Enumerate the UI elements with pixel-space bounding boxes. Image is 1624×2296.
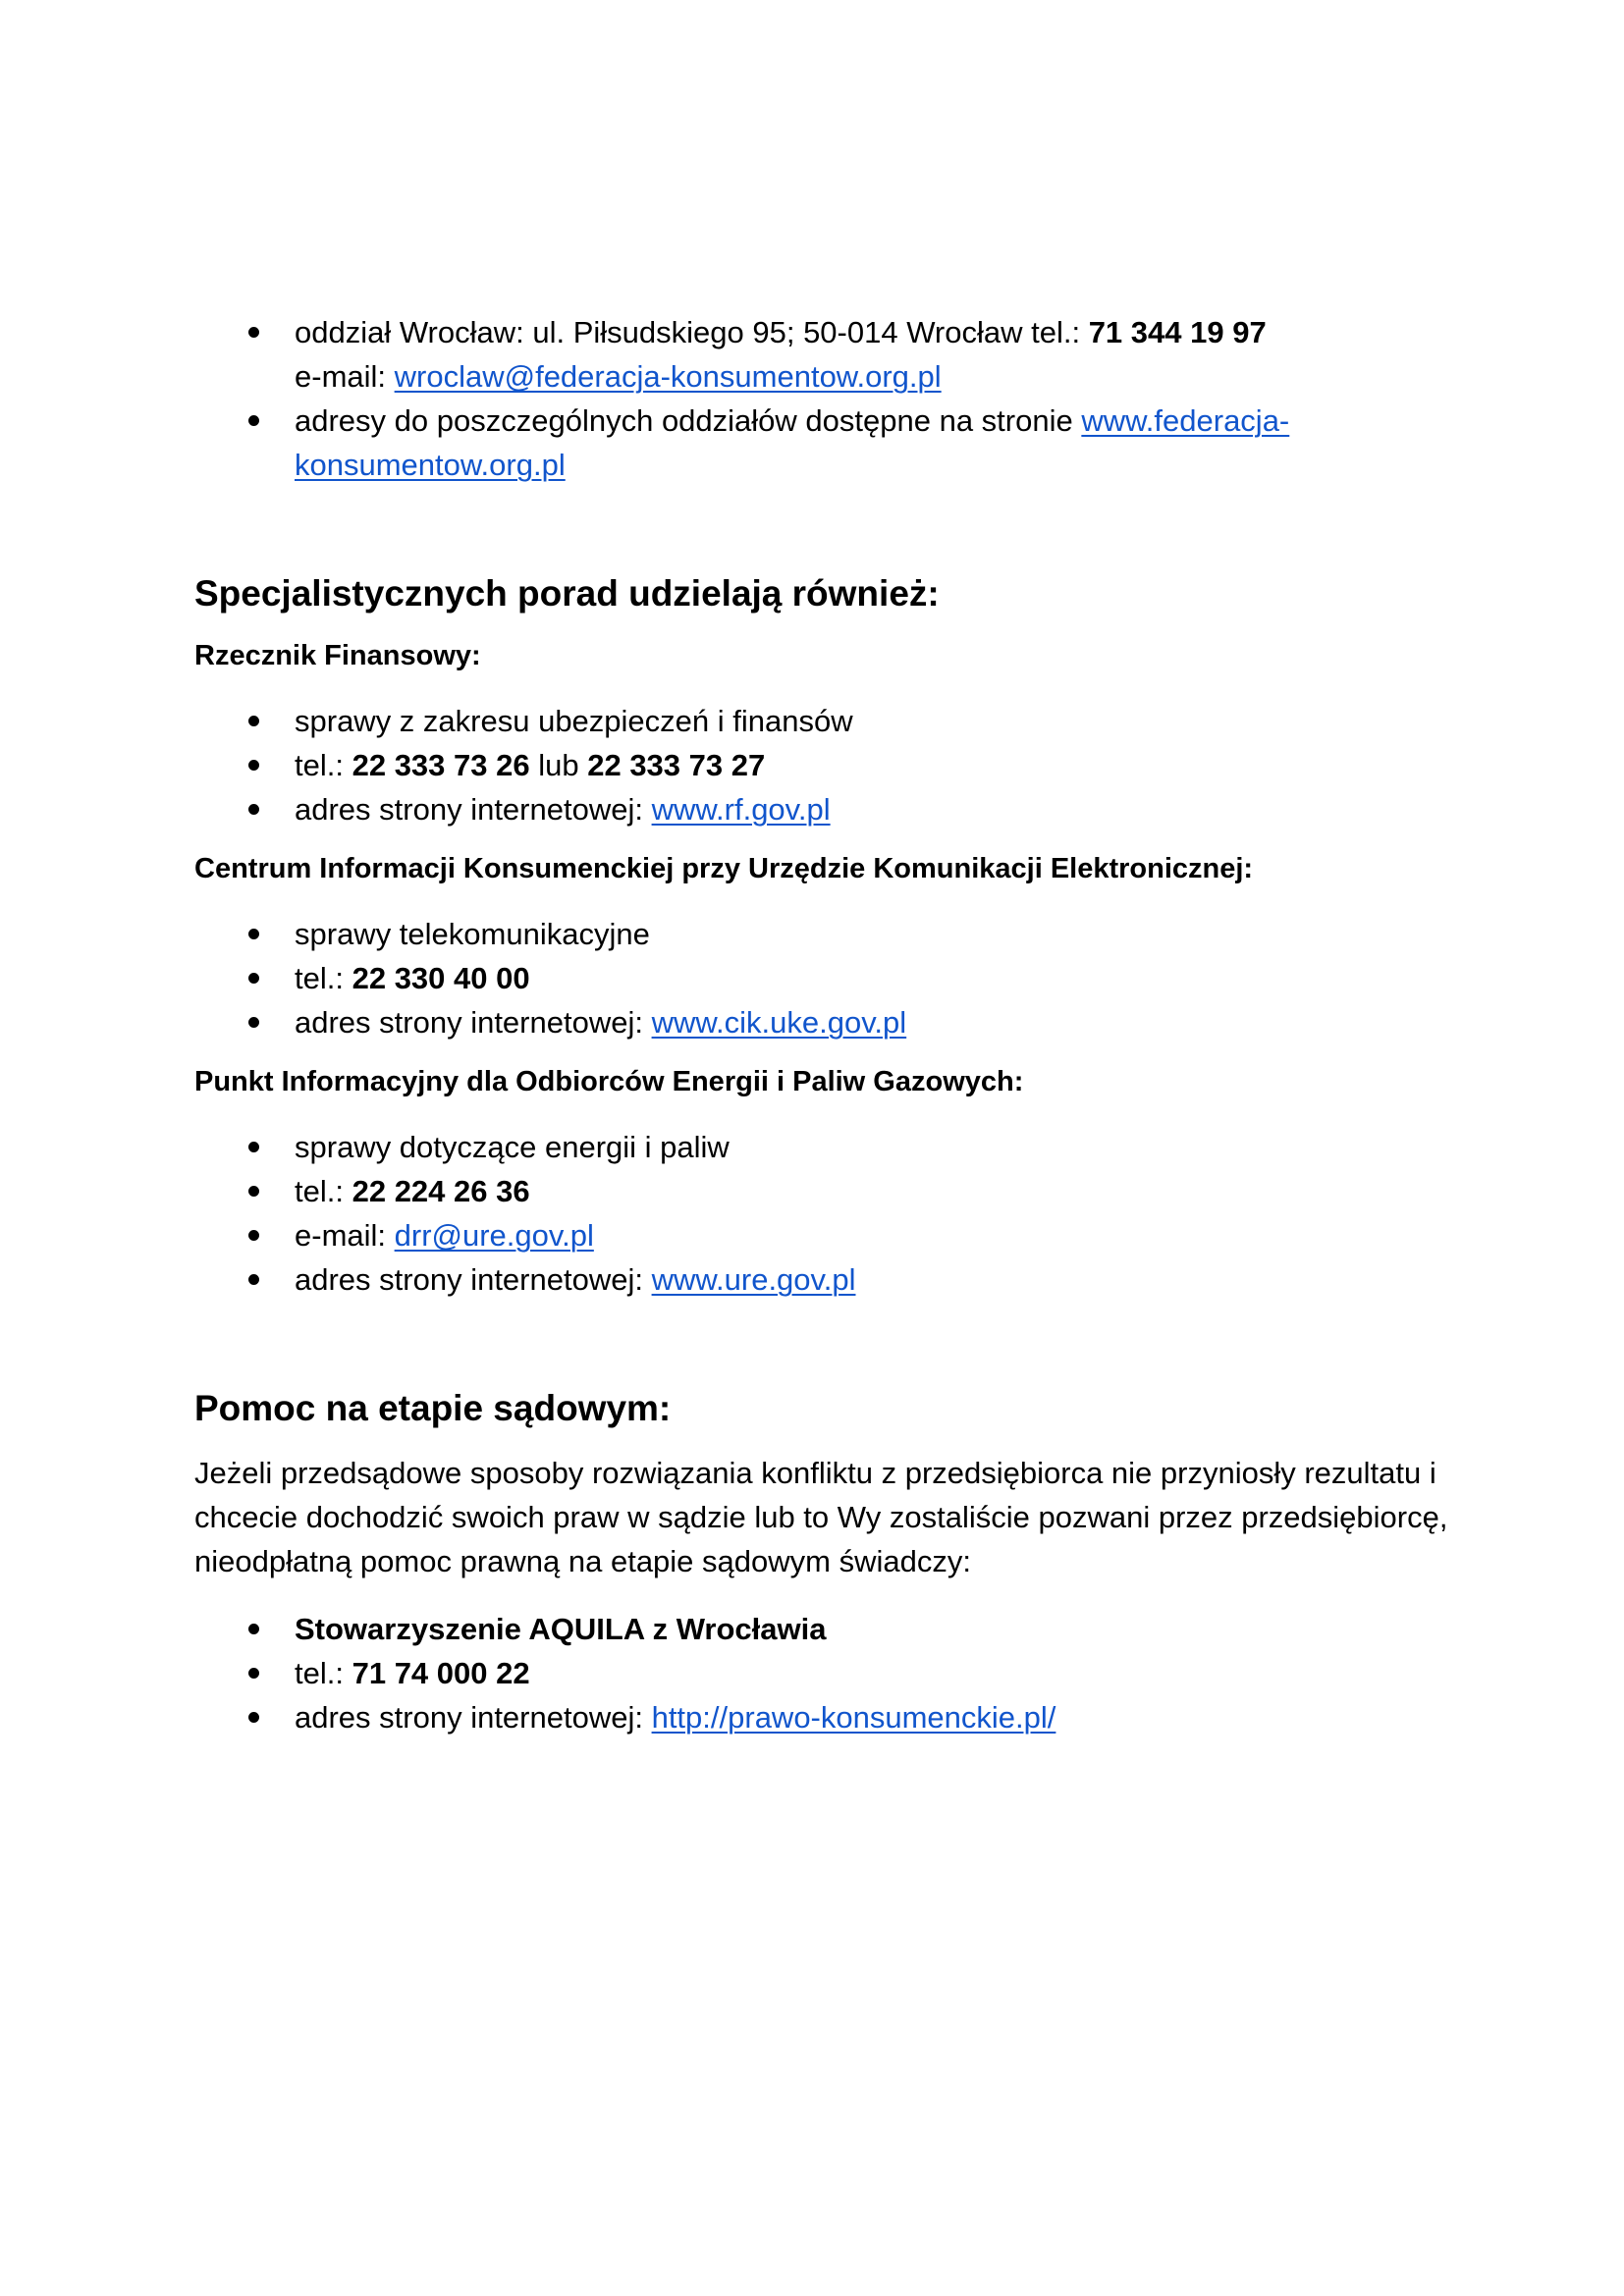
list-item: tel.: 22 333 73 26 lub 22 333 73 27 <box>194 743 1451 787</box>
bullet-icon <box>248 1230 259 1241</box>
aquila-list <box>194 1607 1451 1739</box>
list-item: sprawy telekomunikacyjne <box>194 912 1451 956</box>
bullet-icon <box>248 929 259 939</box>
bullet-icon <box>248 1624 259 1634</box>
aquila-name: Stowarzyszenie AQUILA z Wrocławia <box>295 1612 827 1646</box>
list-item: adres strony internetowej: www.ure.gov.pl <box>194 1257 1451 1302</box>
list-item-wroclaw-branch <box>194 310 1451 399</box>
list-item: sprawy dotyczące energii i paliw <box>194 1125 1451 1169</box>
court-help-paragraph: Jeżeli przedsądowe sposoby rozwiązania konfliktu z przedsiębiorca nie przyniosły rezultatu i chcecie dochodzić swoich praw w sądzie lub to Wy zostaliście pozwani przez przedsiębiorcę, nieodpłatną pomoc prawną na etapie sądowym świadczy: <box>194 1456 1448 1578</box>
federacja-link-part2[interactable]: konsumentow.org.pl <box>295 448 566 482</box>
cik-phone: 22 330 40 00 <box>352 961 530 995</box>
list-item: sprawy z zakresu ubezpieczeń i finansów <box>194 699 1451 743</box>
bullet-icon <box>248 1274 259 1285</box>
subheading-ure: Punkt Informacyjny dla Odbiorców Energii i Paliw Gazowych: <box>194 1066 1024 1097</box>
branch-phone: 71 344 19 97 <box>1088 315 1267 349</box>
bullet-icon <box>248 1668 259 1679</box>
branch-address-line: oddział Wrocław: ul. Piłsudskiego 95; 50-014 Wrocław tel.: 71 344 19 97 <box>295 315 1267 349</box>
subheading-cik: Centrum Informacji Konsumenckiej przy Urzędzie Komunikacji Elektronicznej: <box>194 853 1254 884</box>
list-item <box>194 1607 1451 1651</box>
bullet-icon <box>248 1186 259 1197</box>
branch-email-link[interactable]: wroclaw@federacja-konsumentow.org.pl <box>394 359 942 394</box>
aquila-phone: 71 74 000 22 <box>352 1656 530 1690</box>
cik-website-link[interactable]: www.cik.uke.gov.pl <box>651 1005 907 1040</box>
bullet-icon <box>248 760 259 771</box>
bullet-icon <box>248 1712 259 1723</box>
bullet-icon <box>248 1142 259 1152</box>
branch-list <box>194 310 1451 487</box>
section-heading-specialist: Specjalistycznych porad udzielają również: <box>194 573 940 614</box>
ure-phone: 22 224 26 36 <box>352 1174 530 1208</box>
list-item: adres strony internetowej: www.rf.gov.pl <box>194 787 1451 831</box>
cik-list <box>194 912 1451 1044</box>
ure-email-link[interactable]: drr@ure.gov.pl <box>394 1218 594 1253</box>
list-item: tel.: 22 224 26 36 <box>194 1169 1451 1213</box>
ure-website-link[interactable]: www.ure.gov.pl <box>651 1262 856 1297</box>
list-item: tel.: 22 330 40 00 <box>194 956 1451 1000</box>
list-item-branch-addresses: adresy do poszczególnych oddziałów dostępne na stronie www.federacja- konsumentow.org.pl <box>194 399 1451 487</box>
subheading-rzecznik-finansowy: Rzecznik Finansowy: <box>194 640 481 671</box>
rf-phone-1: 22 333 73 26 <box>352 748 530 782</box>
list-item: adres strony internetowej: http://prawo-konsumenckie.pl/ <box>194 1695 1451 1739</box>
rf-phone-2: 22 333 73 27 <box>587 748 766 782</box>
rf-list <box>194 699 1451 831</box>
list-item: tel.: 71 74 000 22 <box>194 1651 1451 1695</box>
bullet-icon <box>248 327 259 338</box>
ure-list <box>194 1125 1451 1302</box>
bullet-icon <box>248 804 259 815</box>
section-heading-court-help: Pomoc na etapie sądowym: <box>194 1388 672 1428</box>
bullet-icon <box>248 1017 259 1028</box>
page-content <box>194 310 1451 1739</box>
aquila-website-link[interactable]: http://prawo-konsumenckie.pl/ <box>651 1700 1056 1735</box>
bullet-icon <box>248 415 259 426</box>
list-item: e-mail: drr@ure.gov.pl <box>194 1213 1451 1257</box>
branch-email-line: e-mail: wroclaw@federacja-konsumentow.org.pl <box>295 359 942 394</box>
federacja-link-part1[interactable]: www.federacja- <box>1081 403 1290 438</box>
rf-website-link[interactable]: www.rf.gov.pl <box>651 792 831 827</box>
list-item: adres strony internetowej: www.cik.uke.gov.pl <box>194 1000 1451 1044</box>
bullet-icon <box>248 716 259 726</box>
bullet-icon <box>248 973 259 984</box>
